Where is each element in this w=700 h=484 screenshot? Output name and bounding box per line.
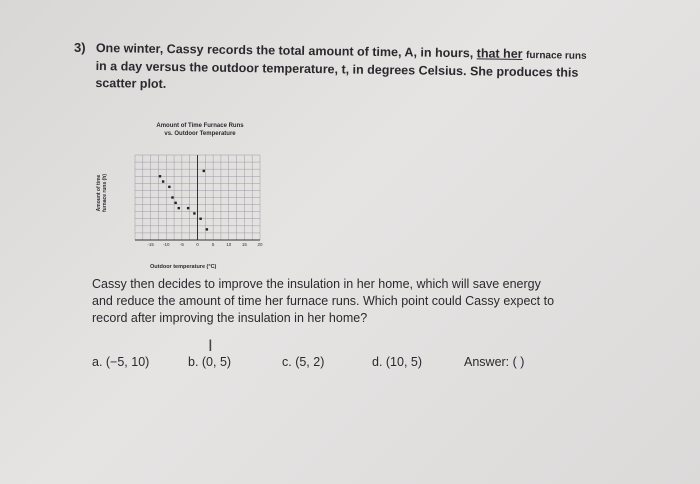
answer-field[interactable]: Answer: ( ) (464, 355, 525, 369)
x-tick-label: -10 (162, 242, 170, 247)
question-line-3: scatter plot. (95, 75, 167, 91)
x-tick-label: 0 (196, 242, 199, 247)
question-line-2: in a day versus the outdoor temperature, t, in degrees Celsius. She produces this (95, 58, 579, 80)
data-point (171, 196, 173, 198)
x-tick-label: 5 (211, 242, 215, 247)
data-point (199, 218, 201, 220)
chart-x-label: Outdoor temperature (°C) (150, 264, 217, 270)
x-tick-label: 15 (241, 242, 247, 247)
x-tick-label: -15 (147, 242, 154, 247)
question-line-1: One winter, Cassy records the total amount of time, A, in hours, that her furnace runs (95, 40, 587, 62)
x-tick-label: -5 (179, 242, 184, 247)
choice-d[interactable]: d. (10, 5) (372, 355, 423, 369)
x-tick-label: 20 (257, 242, 263, 247)
question-number: 3) (74, 40, 86, 55)
data-point (174, 202, 176, 204)
scatter-plot (100, 145, 270, 260)
data-point (178, 207, 180, 209)
choice-a[interactable]: a. (−5, 10) (92, 355, 150, 369)
followup-line-3: record after improving the insulation in her home? (92, 311, 368, 325)
chart-y-label: Amount of time furnace runs (h) (96, 173, 108, 213)
followup-text (92, 276, 632, 327)
x-tick-label: 10 (226, 242, 232, 247)
choice-b[interactable]: b. (0, 5) (188, 355, 232, 369)
data-point (187, 207, 189, 209)
chart-title: Amount of Time Furnace Runs vs. Outdoor Temperature (156, 123, 244, 137)
data-point (168, 186, 170, 188)
underlined-phrase: that her (476, 46, 523, 61)
followup-line-1: Cassy then decides to improve the insulation in her home, which will save energy (92, 277, 541, 291)
text-cursor-icon: Ⅰ (208, 338, 213, 355)
data-point (206, 228, 208, 230)
question-text (95, 40, 626, 99)
followup-line-2: and reduce the amount of time her furnace runs. Which point could Cassy expect to (92, 294, 555, 308)
choice-c[interactable]: c. (5, 2) (282, 355, 325, 369)
data-point (162, 180, 164, 182)
data-point (193, 212, 195, 214)
data-point (203, 170, 205, 172)
data-point (159, 175, 161, 177)
